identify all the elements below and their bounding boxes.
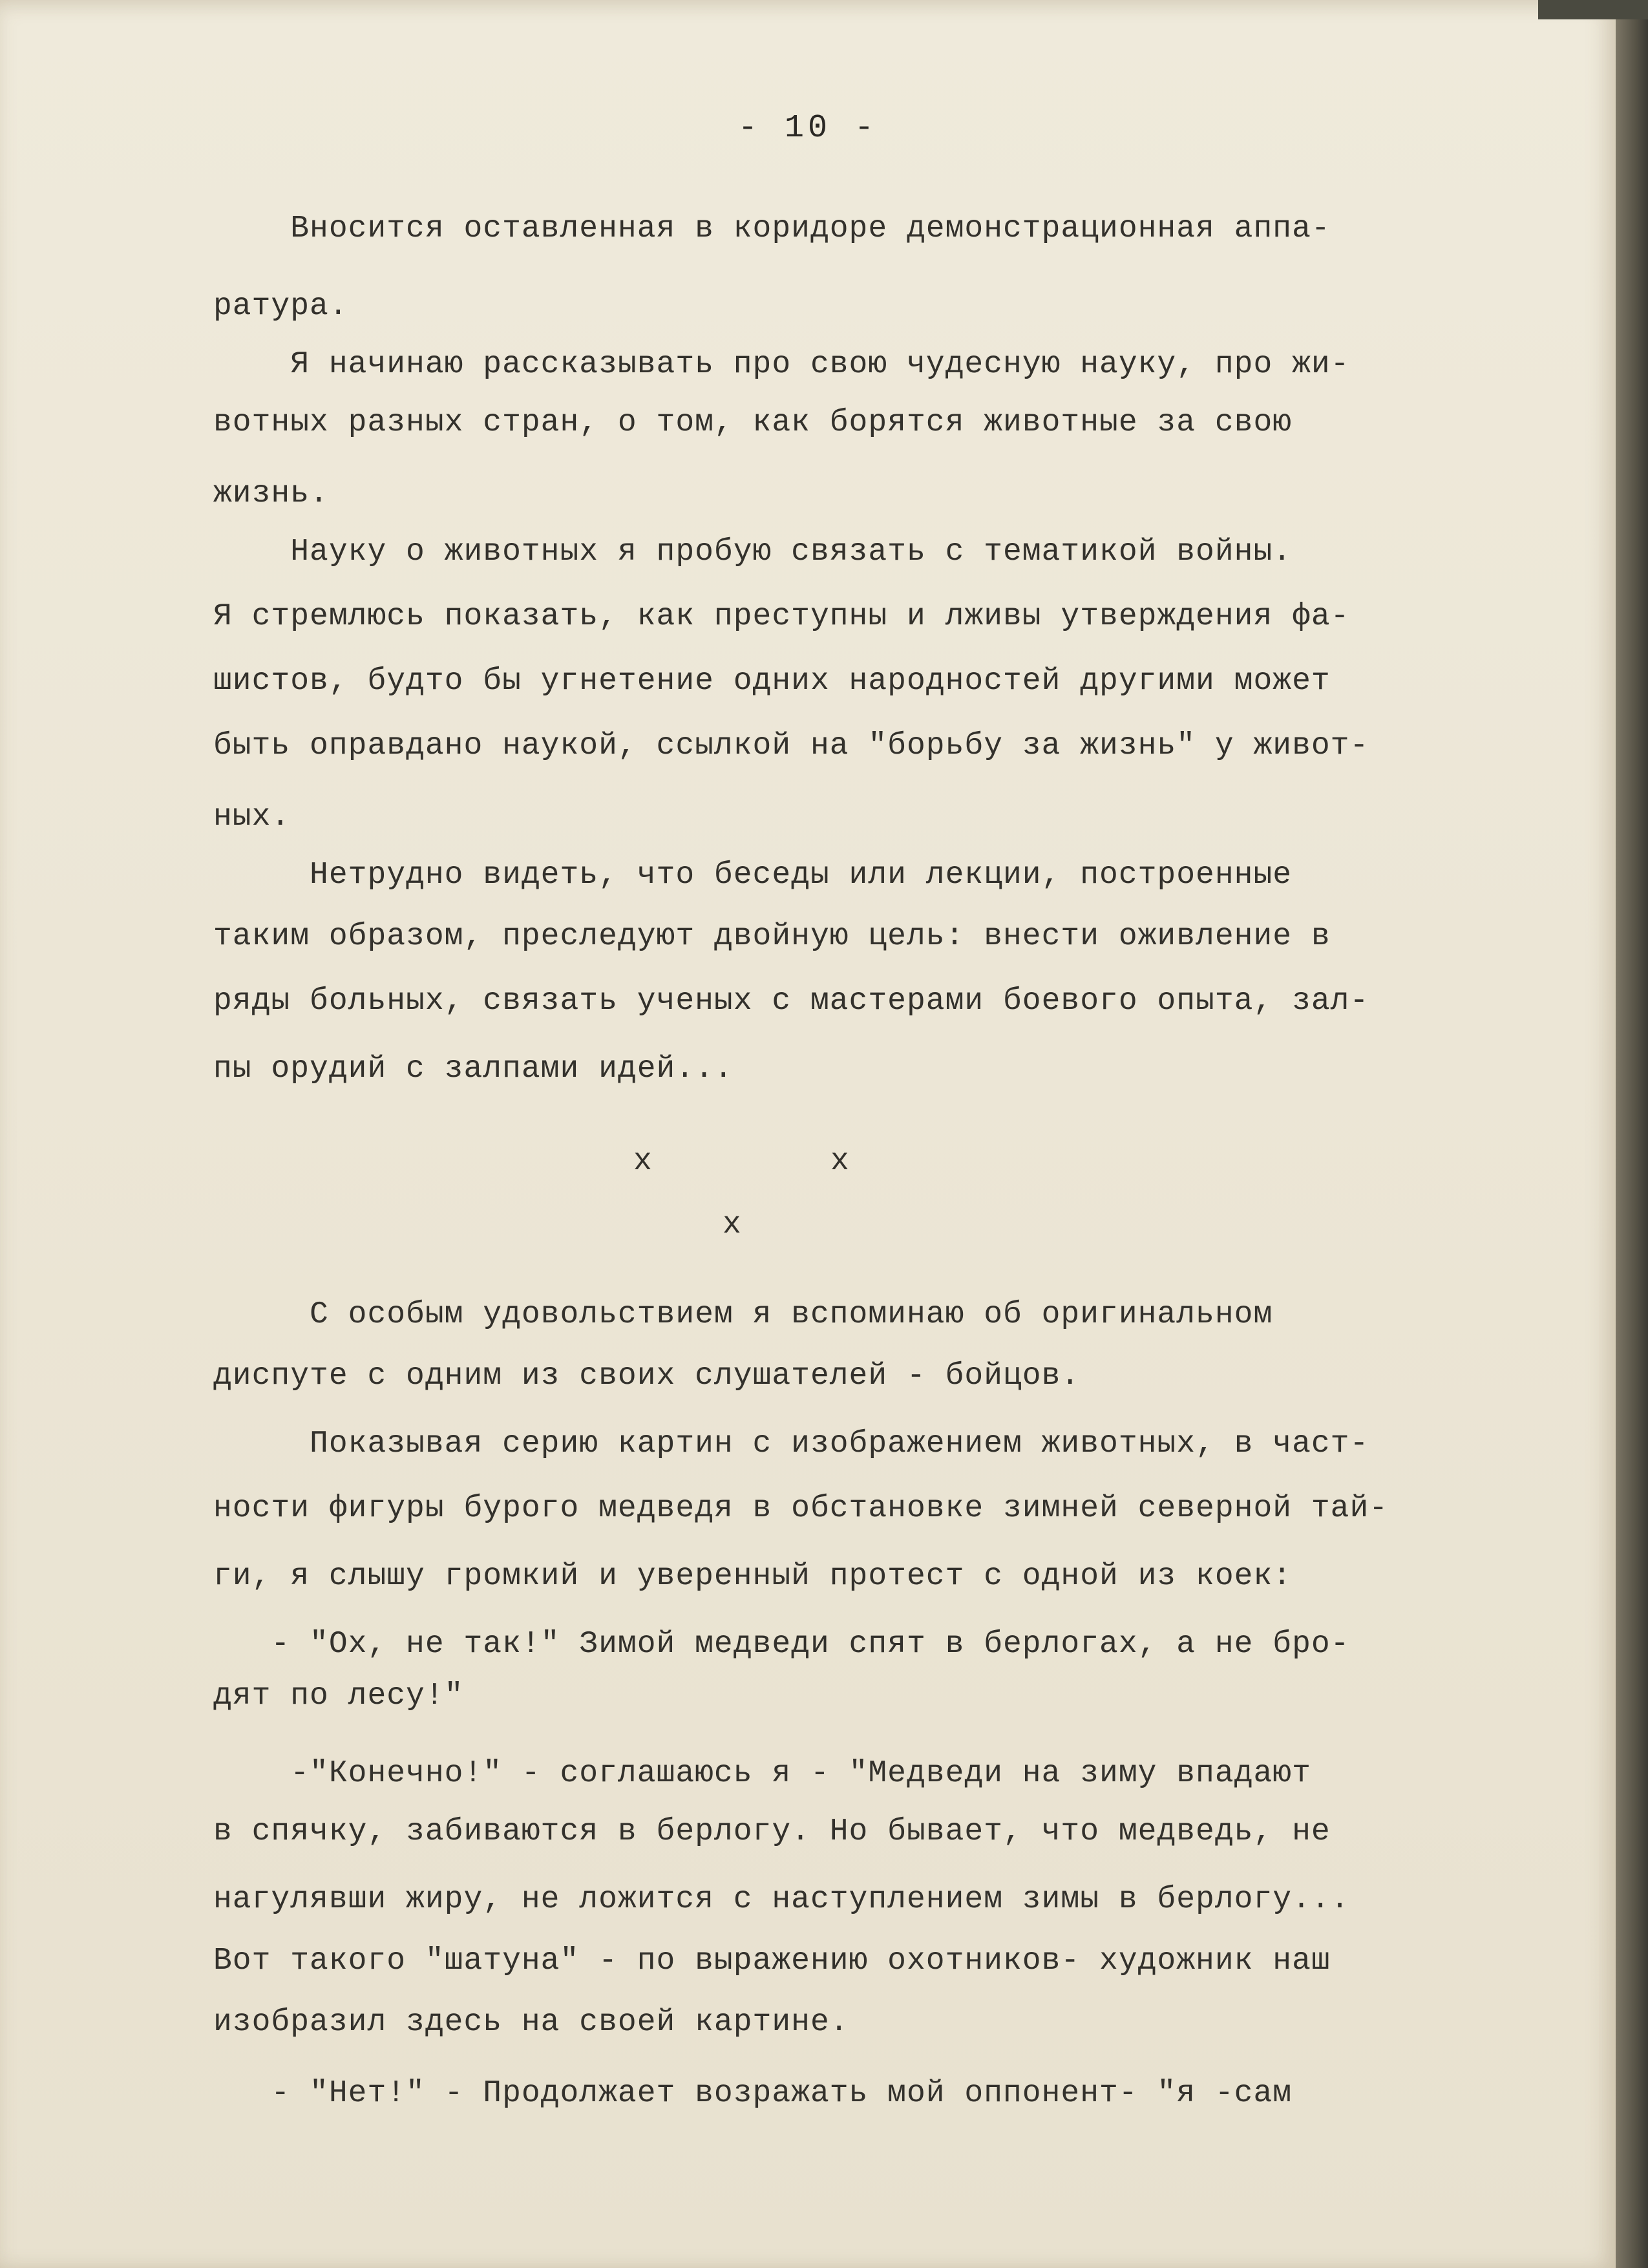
section-separator-left: x [633, 1144, 652, 1179]
text-line: ратура. [213, 289, 348, 324]
text-line: таким образом, преследуют двойную цель: внести оживление в [213, 919, 1331, 954]
text-line: - "Нет!" - Продолжает возражать мой оппонент- "я -сам [213, 2076, 1293, 2111]
text-line: ряды больных, связать ученых с мастерами боевого опыта, зал- [213, 984, 1369, 1019]
text-line: -"Конечно!" - соглашаюсь я - "Медведи на зиму впадают [213, 1756, 1311, 1791]
text-line: - "Ох, не так!" Зимой медведи спят в берлогах, а не бро- [213, 1627, 1350, 1662]
scan-corner-strip [1538, 0, 1648, 19]
text-line: Науку о животных я пробую связать с тематикой войны. [213, 535, 1293, 569]
page-number: - 10 - [737, 110, 878, 147]
text-line: диспуте с одним из своих слушателей - бойцов. [213, 1359, 1081, 1394]
text-line: жизнь. [213, 476, 329, 511]
text-line: С особым удовольствием я вспоминаю об оригинальном [213, 1297, 1273, 1332]
section-separator-right: x [830, 1144, 849, 1179]
text-line: быть оправдано наукой, ссылкой на "борьбу за жизнь" у живот- [213, 728, 1369, 763]
text-line: в спячку, забиваются в берлогу. Но бывает, что медведь, не [213, 1814, 1331, 1849]
text-line: Вот такого "шатуна" - по выражению охотников- художник наш [213, 1944, 1331, 1978]
text-line: дят по лесу!" [213, 1679, 464, 1713]
text-line: нагулявши жиру, не ложится с наступлением зимы в берлогу... [213, 1882, 1350, 1917]
text-line: шистов, будто бы угнетение одних народностей другими может [213, 664, 1331, 699]
scan-edge-strip [1616, 0, 1648, 2268]
text-line: Вносится оставленная в коридоре демонстрационная аппа- [213, 211, 1331, 246]
text-line: Я начинаю рассказывать про свою чудесную науку, про жи- [213, 347, 1350, 382]
text-line: ности фигуры бурого медведя в обстановке зимней северной тай- [213, 1491, 1389, 1526]
text-line: изобразил здесь на своей картине. [213, 2005, 849, 2040]
text-line: Нетрудно видеть, что беседы или лекции, построенные [213, 858, 1293, 893]
text-line: вотных разных стран, о том, как борятся животные за свою [213, 405, 1293, 440]
text-line: Показывая серию картин с изображением животных, в част- [213, 1426, 1369, 1461]
text-line: ги, я слышу громкий и уверенный протест с одной из коек: [213, 1559, 1293, 1594]
text-line: пы орудий с залпами идей... [213, 1052, 734, 1086]
text-line: ных. [213, 800, 291, 834]
section-separator-center: x [723, 1207, 741, 1242]
text-line: Я стремлюсь показать, как преступны и лживы утверждения фа- [213, 599, 1350, 634]
